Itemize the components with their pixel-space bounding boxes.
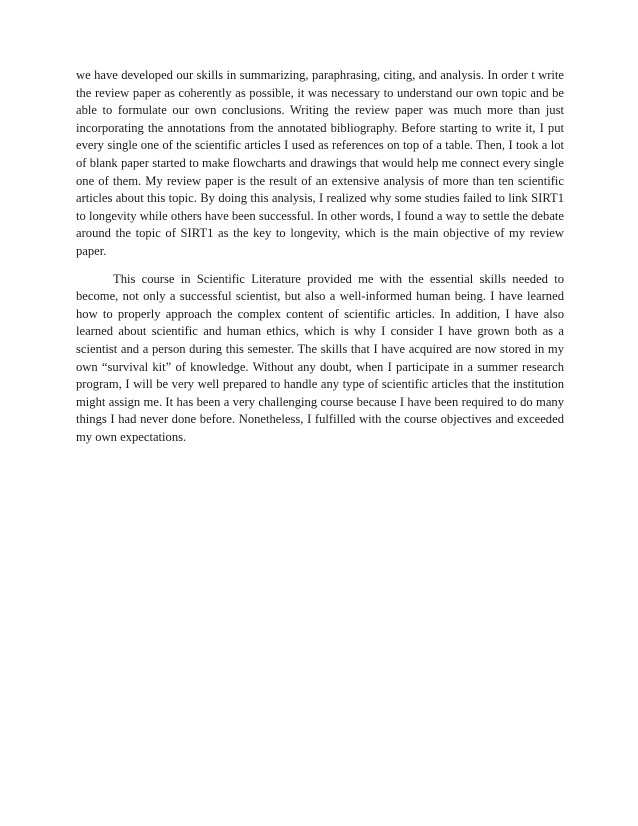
- body-text: [76, 67, 564, 446]
- paragraph-1: we have developed our skills in summarizing, paraphrasing, citing, and analysis. In order t write the review paper as coherently as possible, it was necessary to understand our own topic and be able to formulate our own conclusions. Writing the review paper was much more than just incorporating the annotations from the annotated bibliography. Before starting to write it, I put every single one of the scientific articles I used as references on top of a table. Then, I took a lot of blank paper started to make flowcharts and drawings that would help me connect every single one of them. My review paper is the result of an extensive analysis of more than ten scientific articles about this topic. By doing this analysis, I realized why some studies failed to link SIRT1 to longevity while others have been successful. In other words, I found a way to settle the debate around the topic of SIRT1 as the key to longevity, which is the main objective of my review paper.: [76, 68, 564, 258]
- paragraph-2: This course in Scientific Literature provided me with the essential skills needed to become, not only a successful scientist, but also a well-informed human being. I have learned how to properly approach the complex content of scientific articles. In addition, I have also learned about scientific and human ethics, which is why I consider I have grown both as a scientist and a person during this semester. The skills that I have acquired are now stored in my own “survival kit” of knowledge. Without any doubt, when I participate in a summer research program, I will be very well prepared to handle any type of scientific articles that the institution might assign me. It has been a very challenging course because I have been required to do many things I had never done before. Nonetheless, I fulfilled with the course objectives and exceeded my own expectations.: [76, 271, 564, 444]
